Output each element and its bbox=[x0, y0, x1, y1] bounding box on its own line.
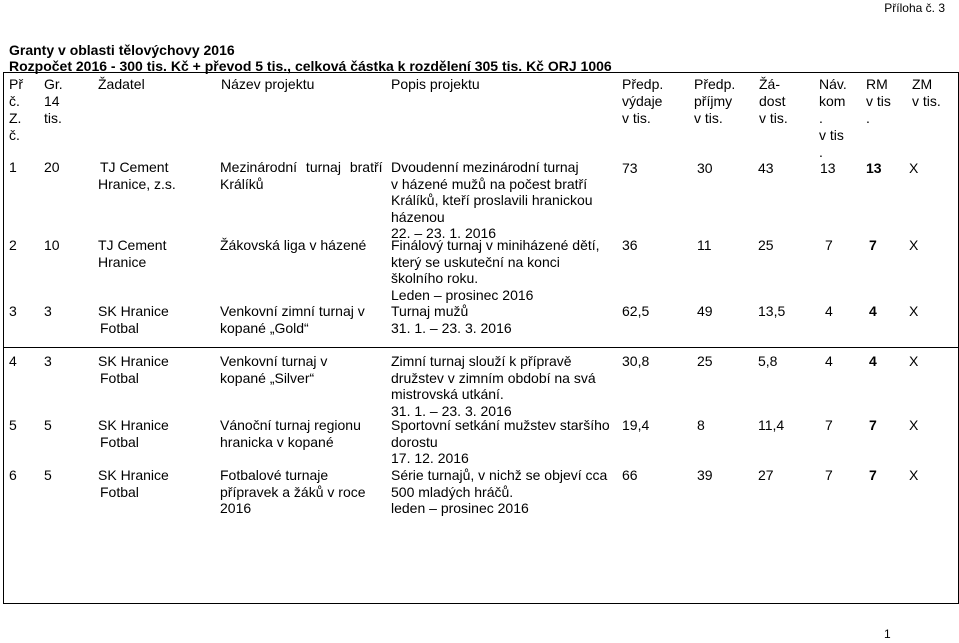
row-zm: X bbox=[909, 237, 919, 253]
row-zm: X bbox=[909, 303, 919, 319]
row-expenses: 73 bbox=[622, 160, 638, 176]
row-request: 25 bbox=[758, 237, 774, 253]
row-number: 4 bbox=[9, 353, 17, 369]
row-com: 4 bbox=[825, 303, 833, 319]
row-rm: 4 bbox=[869, 303, 877, 319]
row-applicant: SK Hranice Fotbal bbox=[98, 467, 169, 500]
row-zm: X bbox=[909, 160, 919, 176]
row-income: 49 bbox=[697, 303, 713, 319]
row-request: 27 bbox=[758, 467, 774, 483]
row-rm: 7 bbox=[869, 417, 877, 433]
table-divider bbox=[3, 347, 958, 348]
row-project-desc: Finálový turnaj v miniházené dětí, který se uskuteční na konci školního roku. Leden – prosinec 2016 bbox=[391, 237, 600, 303]
row-applicant: SK Hranice Fotbal bbox=[98, 353, 169, 386]
row-applicant: TJ Cement Hranice, z.s. bbox=[98, 159, 176, 192]
row-project-desc: Turnaj mužů 31. 1. – 23. 3. 2016 bbox=[391, 303, 512, 336]
row-request: 11,4 bbox=[758, 417, 785, 433]
page-number: 1 bbox=[884, 627, 891, 641]
col-zm: ZM v tis. bbox=[912, 76, 941, 109]
col-expenses: Předp. výdaje v tis. bbox=[622, 76, 664, 126]
col-income: Předp. příjmy v tis. bbox=[694, 76, 736, 126]
row-request: 5,8 bbox=[758, 353, 778, 369]
row-rm: 4 bbox=[869, 353, 877, 369]
row-project-name: Fotbalové turnaje přípravek a žáků v roce 2016 bbox=[220, 467, 366, 516]
row-rm: 13 bbox=[866, 160, 882, 176]
row-request: 43 bbox=[758, 160, 774, 176]
row-applicant: TJ Cement Hranice bbox=[98, 237, 167, 270]
row-project-name: Venkovní zimní turnaj v kopané „Gold“ bbox=[220, 303, 365, 336]
col-project-desc: Popis projektu bbox=[391, 76, 480, 92]
col-gr: Gr. 14 tis. bbox=[44, 76, 63, 126]
row-income: 25 bbox=[697, 353, 713, 369]
row-number: 5 bbox=[9, 417, 17, 433]
row-project-name: Mezinárodní turnaj bratří Králíků bbox=[220, 159, 383, 192]
row-request: 13,5 bbox=[758, 303, 786, 319]
row-number: 6 bbox=[9, 467, 17, 483]
row-project-name: Vánoční turnaj regionu hranicka v kopané bbox=[220, 417, 361, 450]
row-gr: 3 bbox=[44, 353, 52, 369]
row-zm: X bbox=[909, 417, 919, 433]
col-rm: RM v tis . bbox=[866, 76, 891, 126]
row-project-name: Venkovní turnaj v kopané „Silver“ bbox=[220, 353, 328, 386]
col-project-name: Název projektu bbox=[221, 76, 315, 92]
col-proposal-com: Náv. kom . v tis . bbox=[819, 76, 847, 160]
row-number: 3 bbox=[9, 303, 17, 319]
row-zm: X bbox=[909, 353, 919, 369]
row-expenses: 62,5 bbox=[622, 303, 650, 319]
row-rm: 7 bbox=[869, 237, 877, 253]
row-number: 2 bbox=[9, 237, 17, 253]
row-zm: X bbox=[909, 467, 919, 483]
row-rm: 7 bbox=[869, 467, 877, 483]
row-com: 7 bbox=[825, 467, 833, 483]
attachment-label: Příloha č. 3 bbox=[884, 1, 945, 15]
heading-budget: Rozpočet 2016 - 300 tis. Kč + převod 5 tis., celková částka k rozdělení 305 tis. Kč ORJ 1006 bbox=[9, 58, 612, 74]
row-number: 1 bbox=[9, 159, 17, 175]
row-expenses: 19,4 bbox=[622, 417, 650, 433]
row-com: 13 bbox=[820, 160, 836, 176]
row-com: 7 bbox=[825, 417, 833, 433]
row-gr: 10 bbox=[44, 237, 60, 253]
heading-title: Granty v oblasti tělovýchovy 2016 bbox=[9, 42, 235, 58]
row-project-desc: Dvoudenní mezinárodní turnaj v házené mužů na počest bratří Králíků, kteří proslavili hranickou házenou 22. – 23. 1. 2016 bbox=[391, 159, 593, 241]
col-pr-c: Př č. Z. č. bbox=[9, 76, 23, 143]
row-gr: 20 bbox=[44, 159, 60, 175]
row-income: 30 bbox=[697, 160, 713, 176]
row-income: 8 bbox=[697, 417, 705, 433]
row-expenses: 66 bbox=[622, 467, 638, 483]
row-gr: 5 bbox=[44, 467, 52, 483]
row-project-desc: Zimní turnaj slouží k přípravě družstev v zimním období na svá mistrovská utkání. 31. 1. – 23. 3. 2016 bbox=[391, 353, 596, 419]
row-gr: 3 bbox=[44, 303, 52, 319]
row-com: 4 bbox=[825, 353, 833, 369]
row-expenses: 30,8 bbox=[622, 353, 650, 369]
col-request: Žá- dost v tis. bbox=[759, 76, 788, 126]
row-project-desc: Série turnajů, v nichž se objeví cca 500 mladých hráčů. leden – prosinec 2016 bbox=[391, 467, 608, 516]
row-expenses: 36 bbox=[622, 237, 638, 253]
row-income: 39 bbox=[697, 467, 713, 483]
row-gr: 5 bbox=[44, 417, 52, 433]
row-income: 11 bbox=[697, 237, 712, 253]
row-project-name: Žákovská liga v házené bbox=[220, 237, 367, 253]
row-applicant: SK Hranice Fotbal bbox=[98, 417, 169, 450]
col-applicant: Žadatel bbox=[98, 76, 145, 92]
row-applicant: SK Hranice Fotbal bbox=[98, 303, 169, 336]
row-com: 7 bbox=[825, 237, 833, 253]
table-frame bbox=[3, 72, 959, 604]
row-project-desc: Sportovní setkání mužstev staršího dorostu 17. 12. 2016 bbox=[391, 417, 610, 466]
